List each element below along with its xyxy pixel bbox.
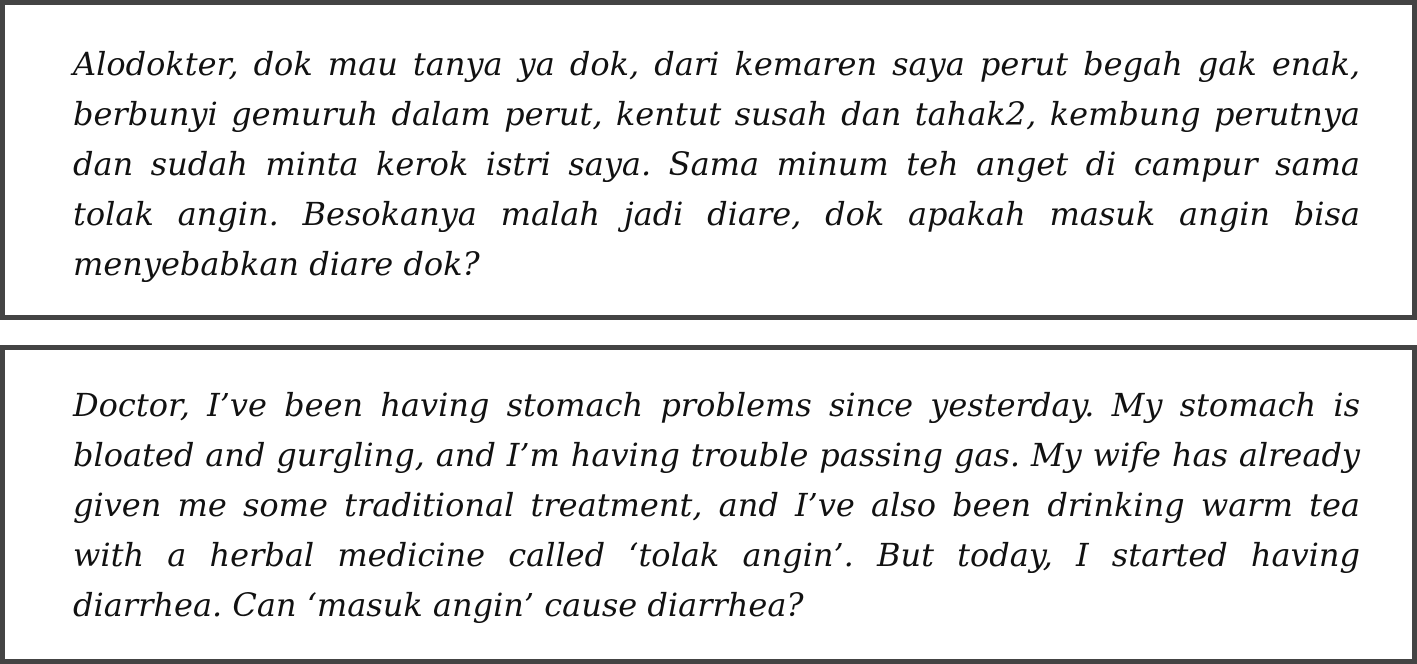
translated-question-text: Doctor, I’ve been having stomach problems since yesterday. My stomach is bloated and gurgling, and I’m having trouble passing gas. My wife has already given me some traditional treatment, and I’ve also been drinking warm tea with a herbal medicine called ‘tolak angin’. But today, I started having diarrhea. Can ‘masuk angin’ cause diarrhea? — [73, 386, 1360, 624]
translation-text-box — [0, 345, 1417, 664]
original-text-box — [0, 0, 1417, 320]
original-question-text: Alodokter, dok mau tanya ya dok, dari kemaren saya perut begah gak enak, berbunyi gemuruh dalam perut, kentut susah dan tahak2, kembung perutnya dan sudah minta kerok istri saya. Sama minum teh anget di campur sama tolak angin. Besokanya malah jadi diare, dok apakah masuk angin bisa menyebabkan diare dok? — [73, 45, 1360, 283]
